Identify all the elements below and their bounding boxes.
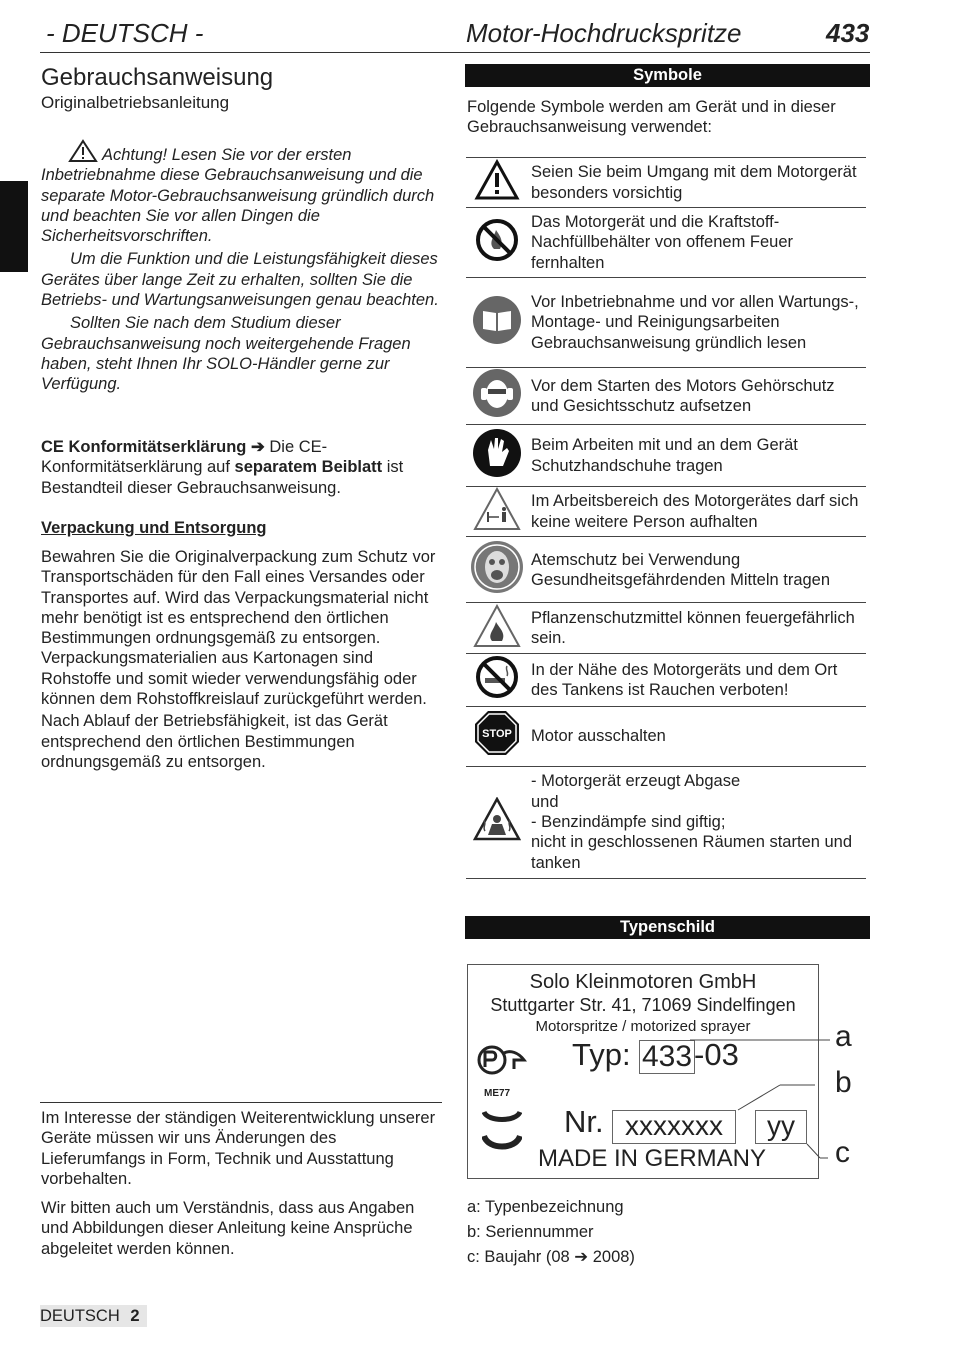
legend-c: c: Baujahr (08 ➔ 2008): [467, 1248, 635, 1266]
ce-text-2: ist Bestandteil dieser Gebrauchsanweisung.: [41, 458, 404, 497]
legend-b: b: Seriennummer: [467, 1223, 594, 1241]
symbol-text: Das Motorgerät und die Kraftstoff-Nachfüllbehälter von offenem Feuer fernhalten: [528, 208, 866, 278]
packaging-paragraph-2: Nach Ablauf der Betriebsfähigkeit, ist das Gerät entsprechend den örtlichen Bestimmungen ordnungsgemäß zu entsorgen.: [41, 712, 388, 771]
plate-product: Motorspritze / motorized sprayer: [535, 1018, 751, 1035]
notice-paragraph-1: Im Interesse der ständigen Weiterentwicklung unserer Geräte müssen wir uns Änderungen des Lieferumfangs in Form, Technik und Ausstattung vorbehalten.: [41, 1109, 436, 1188]
symbol-row: [466, 654, 866, 706]
callout-lines: [690, 1030, 830, 1170]
no-smoking-icon: [474, 654, 520, 700]
plate-type-suffix: -03: [694, 1037, 739, 1072]
symbol-row: [466, 368, 866, 425]
warning-triangle-icon: [474, 159, 520, 201]
plate-year: yy: [755, 1110, 807, 1144]
header-model-number: 433: [826, 18, 870, 48]
symbol-row: [466, 766, 866, 878]
symbols-intro: Folgende Symbole werden am Gerät und in dieser Gebrauchsanweisung verwendet:: [467, 98, 836, 137]
page-title: Gebrauchsanweisung: [41, 64, 274, 91]
stop-sign-label: STOP: [482, 728, 512, 741]
symbol-row: [466, 706, 866, 766]
packaging-heading: Verpackung und Entsorgung: [41, 519, 267, 537]
gloves-icon: [472, 428, 522, 478]
warning-block: [41, 139, 441, 395]
warning-triangle-icon: [68, 139, 98, 163]
callout-a: a: [835, 1020, 852, 1053]
callout-b: b: [835, 1066, 852, 1099]
symbols-table: [466, 157, 866, 879]
header-rule: [40, 52, 870, 53]
plate-address: Stuttgarter Str. 41, 71069 Sindelfingen: [490, 995, 796, 1015]
notice-paragraph-2: Wir bitten auch um Verständnis, dass aus Angaben und Abbildungen dieser Anleitung keine Ansprüche abgeleitet werden können.: [41, 1199, 415, 1258]
warning-paragraph-3: Sollten Sie nach dem Studium dieser Gebrauchsanweisung noch weitergehende Fragen haben, steht Ihnen Ihr SOLO-Händler gerne zur Verfügung.: [41, 314, 411, 394]
plate-serial-number: xxxxxxx: [612, 1110, 736, 1144]
plate-made-in: MADE IN GERMANY: [537, 1145, 767, 1172]
language-tab-marker: [0, 181, 28, 272]
read-manual-icon: [472, 295, 522, 345]
warning-paragraph-1: Achtung! Lesen Sie vor der ersten Inbetriebnahme diese Gebrauchsanweisung und die separate Motor-Gebrauchsanweisung gründlich durch und beachten Sie vor allen Dingen die Sicherheitsvorschriften.: [41, 146, 435, 246]
legend-a: a: Typenbezeichnung: [467, 1198, 624, 1216]
plate-company: Solo Kleinmotoren GmbH: [529, 971, 757, 993]
ce-bold-2: separatem Beiblatt: [234, 458, 383, 477]
page-subtitle: Originalbetriebsanleitung: [41, 93, 230, 112]
keep-distance-icon: [473, 487, 521, 531]
footer-page-number: 2: [130, 1307, 140, 1325]
plate-type-label: Typ:: [572, 1037, 631, 1072]
symbol-text: Seien Sie beim Umgang mit dem Motorgerät besonders vorsichtig: [528, 158, 866, 208]
symbol-text: Beim Arbeiten mit und an dem Gerät Schutzhandschuhe tragen: [528, 425, 866, 487]
symbol-text: - Motorgerät erzeugt Abgase und - Benzindämpfe sind giftig; nicht in geschlossenen Räumen starten und tanken: [528, 766, 866, 878]
footer-language: DEUTSCH: [40, 1307, 120, 1325]
symbol-text: Pflanzenschutzmittel können feuergefährlich sein.: [528, 603, 866, 654]
ce-declaration: [41, 437, 441, 498]
ce-heading: CE Konformitätserklärung: [41, 438, 247, 456]
plate-type-value: 433: [639, 1040, 695, 1074]
packaging-block: [41, 547, 441, 772]
header-language: - DEUTSCH -: [46, 18, 204, 48]
packaging-paragraph-1: Bewahren Sie die Originalverpackung zum Schutz vor Transportschäden für den Fall eines Versandes oder Transportes auf. Wird das Verpackungsmaterial nicht mehr benötigt ist es entsprechend den örtlichen Bestimmungen ordnungsgemäß zu entsorgen. Verpackungsmaterialien aus Kartonagen sind Rohstoffe und somit wieder verwendungsfähig oder können dem Rohstoffkreislauf zurückgeführt werden.: [41, 548, 436, 709]
notice-block: [41, 1108, 441, 1259]
hearing-face-protection-icon: [472, 368, 522, 418]
symbol-row: [466, 208, 866, 278]
symbol-text: Vor Inbetriebnahme und vor allen Wartungs-, Montage- und Reinigungsarbeiten Gebrauchsanweisung gründlich lesen: [528, 278, 866, 368]
nameplate-section-title: Typenschild: [465, 916, 870, 939]
symbol-text: Vor dem Starten des Motors Gehörschutz und Gesichtsschutz aufsetzen: [528, 368, 866, 425]
respirator-icon: [470, 540, 524, 594]
symbol-text: Im Arbeitsbereich des Motorgerätes darf sich keine weitere Person aufhalten: [528, 487, 866, 537]
warning-paragraph-2: Um die Funktion und die Leistungsfähigkeit dieses Gerätes über lange Zeit zu erhalten, sollten Sie die Betriebs- und Wartungsanweisungen genau beachten.: [41, 250, 439, 310]
header-product: Motor-Hochdruckspritze: [466, 18, 742, 48]
toxic-fumes-icon: [473, 797, 521, 841]
symbol-text: Atemschutz bei Verwendung Gesundheitsgefährdenden Mitteln tragen: [528, 537, 866, 603]
notice-rule: [40, 1102, 442, 1103]
symbol-row: [466, 487, 866, 537]
footer-page-label: [40, 1305, 147, 1327]
symbol-row: [466, 603, 866, 654]
gost-r-cert-icon: [474, 1040, 528, 1080]
stop-sign-icon: [473, 709, 521, 757]
symbol-row: [466, 278, 866, 368]
symbol-row: [466, 537, 866, 603]
flammable-icon: [473, 604, 521, 648]
plate-nr-label: Nr.: [564, 1104, 604, 1139]
callout-c: c: [835, 1136, 850, 1169]
arrow-right-icon: ➔: [250, 438, 265, 456]
symbol-row: [466, 425, 866, 487]
symbol-text: In der Nähe des Motorgeräts und dem Ort des Tankens ist Rauchen verboten!: [528, 654, 866, 706]
ce-text-1: Die CE-Konformitätserklärung auf: [41, 438, 328, 477]
symbol-row: [466, 158, 866, 208]
plate-cert-mark: ME77: [484, 1088, 511, 1099]
no-open-fire-icon: [474, 217, 520, 263]
symbol-text: Motor ausschalten: [528, 706, 866, 766]
symbols-section-title: Symbole: [465, 64, 870, 87]
